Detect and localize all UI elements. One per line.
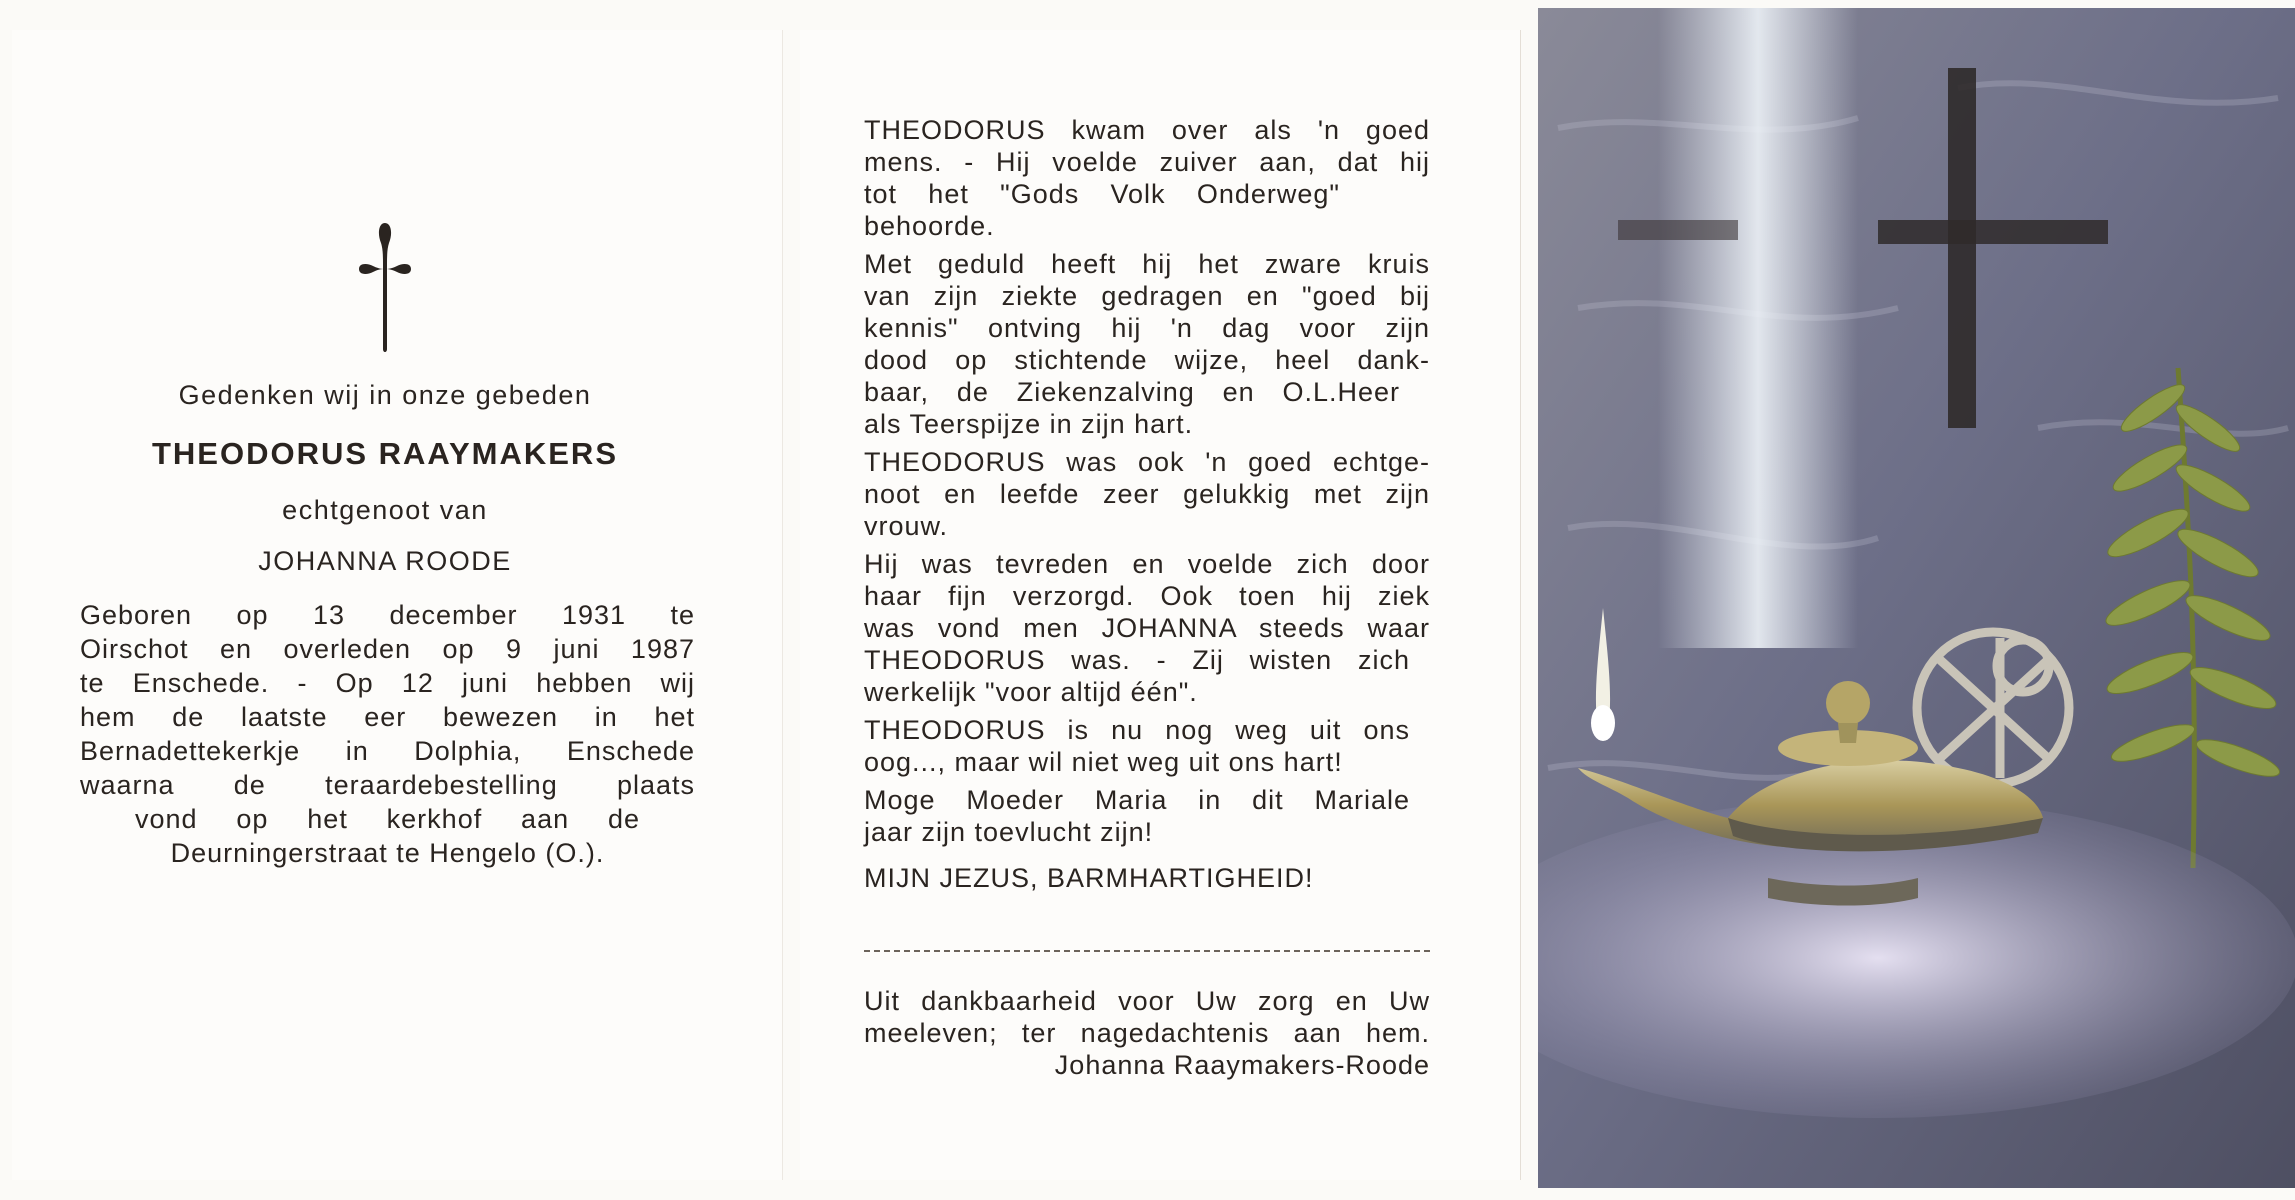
text-line: als Teerspijze in zijn hart. — [864, 409, 1194, 439]
bio-line: waarna de teraardebestelling plaats — [80, 770, 695, 800]
bio-line: Deurningerstraat te Hengelo (O.). — [170, 838, 605, 868]
devotional-painting — [1538, 8, 2295, 1188]
paragraph — [864, 114, 1430, 242]
cross-icon — [355, 217, 415, 357]
bio-line: te Enschede. - Op 12 juni hebben wij — [80, 668, 695, 698]
text-line: Met geduld heeft hij het zware kruis — [864, 249, 1430, 279]
bio-line: Geboren op 13 december 1931 te — [80, 600, 695, 630]
text-line: Uit dankbaarheid voor Uw zorg en Uw — [864, 986, 1430, 1016]
memorial-heading: Gedenken wij in onze gebeden — [178, 380, 592, 410]
tribute-text — [864, 114, 1430, 894]
text-line: THEODORUS was ook 'n goed echtge- — [864, 447, 1430, 477]
text-line: THEODORUS is nu nog weg uit ons — [864, 715, 1410, 745]
text-line: behoorde. — [864, 211, 995, 241]
relation-text: echtgenoot van — [282, 495, 488, 525]
deceased-name: THEODORUS RAAYMAKERS — [151, 436, 618, 471]
spouse-name: JOHANNA ROODE — [258, 546, 512, 576]
text-line: meeleven; ter nagedachtenis aan hem. — [864, 1018, 1430, 1048]
text-line: vrouw. — [864, 511, 949, 541]
paragraph — [864, 714, 1430, 778]
text-line: werkelijk "voor altijd één". — [864, 677, 1198, 707]
text-line: THEODORUS was. - Zij wisten zich — [864, 645, 1410, 675]
paragraph — [864, 248, 1430, 440]
bio-line: Bernadettekerkje in Dolphia, Enschede — [80, 736, 695, 766]
divider — [864, 950, 1430, 952]
text-line: was vond men JOHANNA steeds waar — [864, 613, 1430, 643]
bio-line: Oirschot en overleden op 9 juni 1987 — [80, 634, 695, 664]
paragraph — [864, 446, 1430, 542]
bio-line: hem de laatste eer bewezen in het — [80, 702, 695, 732]
thanks-text — [864, 985, 1430, 1081]
bio-line: vond op het kerkhof aan de — [135, 804, 640, 834]
text-line: tot het "Gods Volk Onderweg" — [864, 179, 1340, 209]
paragraph — [864, 548, 1430, 708]
text-line: dood op stichtende wijze, heel dank- — [864, 345, 1430, 375]
light-beam — [1658, 8, 1858, 648]
text-line: van zijn ziekte gedragen en "goed bij — [864, 281, 1430, 311]
closing-prayer: MIJN JEZUS, BARMHARTIGHEID! — [864, 863, 1314, 893]
text-line: kennis" ontving hij 'n dag voor zijn — [864, 313, 1430, 343]
text-line: noot en leefde zeer gelukkig met zijn — [864, 479, 1430, 509]
text-line: Moge Moeder Maria in dit Mariale — [864, 785, 1410, 815]
text-line: THEODORUS kwam over als 'n goed — [864, 115, 1430, 145]
text-line: baar, de Ziekenzalving en O.L.Heer — [864, 377, 1400, 407]
text-line: haar fijn verzorgd. Ook toen hij ziek — [864, 581, 1430, 611]
biography — [80, 598, 695, 870]
text-line: Hij was tevreden en voelde zich door — [864, 549, 1430, 579]
text-line: oog..., maar wil niet weg uit ons hart! — [864, 747, 1343, 777]
text-line: jaar zijn toevlucht zijn! — [864, 817, 1154, 847]
text-line: mens. - Hij voelde zuiver aan, dat hij — [864, 147, 1430, 177]
paragraph — [864, 784, 1430, 848]
painting-artwork — [1538, 8, 2295, 1188]
signature: Johanna Raaymakers-Roode — [1054, 1050, 1430, 1080]
